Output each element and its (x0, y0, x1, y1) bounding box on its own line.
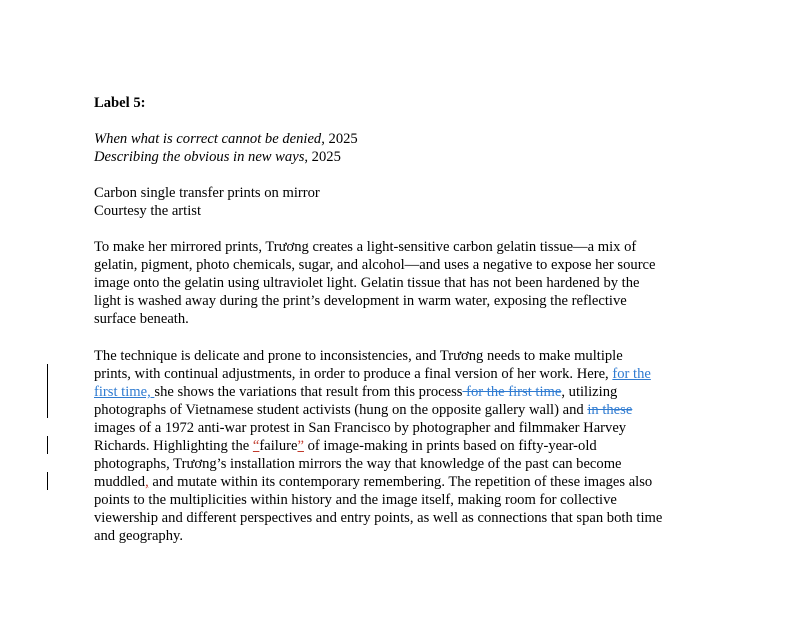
paragraph-line (94, 401, 714, 419)
paragraph-text: failure (259, 438, 298, 454)
artwork-title: Describing the obvious in new ways (94, 149, 305, 165)
paragraph-text: prints, with continual adjustments, in order to produce a final version of her work. Here, (94, 366, 613, 382)
paragraph-text: she shows the variations that result from this process (154, 384, 463, 400)
change-bar (47, 436, 48, 454)
artwork-title: When what is correct cannot be denied (94, 131, 322, 147)
paragraph-line: images of a 1972 anti-war protest in San Francisco by photographer and filmmaker Harvey (94, 420, 627, 436)
paragraph-line: viewership and different perspectives and entry points, as well as connections that span both time (94, 510, 663, 526)
tracked-insertion[interactable]: for the (612, 366, 651, 382)
change-bar (47, 472, 48, 490)
artwork-year: , 2025 (321, 131, 358, 147)
artwork-title-line (94, 130, 714, 148)
paragraph-line (94, 383, 714, 401)
artwork-title-line (94, 148, 714, 166)
paragraph-line (94, 437, 714, 455)
paragraph-line (94, 365, 714, 383)
paragraph-process (94, 238, 714, 328)
tracked-insertion[interactable]: first time, (94, 384, 155, 400)
paragraph-line: To make her mirrored prints, Trương creates a light-sensitive carbon gelatin tissue—a mix of (94, 239, 637, 255)
paragraph-text: , utilizing (561, 384, 618, 400)
paragraph-line: points to the multiplicities within history and the image itself, making room for collective (94, 492, 617, 508)
paragraph-line: gelatin, pigment, photo chemicals, sugar, and alcohol—and uses a negative to expose her source (94, 257, 656, 273)
paragraph-line: The technique is delicate and prone to inconsistencies, and Trương needs to make multiple (94, 348, 623, 364)
credit-line: Courtesy the artist (94, 203, 202, 219)
paragraph-text: muddled (94, 474, 146, 490)
artwork-titles (94, 130, 714, 166)
change-bar (47, 364, 48, 418)
medium-line: Carbon single transfer prints on mirror (94, 185, 320, 201)
label-heading: Label 5: (94, 95, 146, 111)
paragraph-text: Richards. Highlighting the (94, 438, 253, 454)
paragraph-line: and geography. (94, 528, 184, 544)
paragraph-line: light is washed away during the print’s development in warm water, exposing the reflective (94, 293, 627, 309)
medium-credit (94, 184, 714, 220)
tracked-comma[interactable]: , (145, 474, 149, 490)
artwork-year: , 2025 (304, 149, 341, 165)
tracked-deletion[interactable]: in these (587, 402, 633, 418)
paragraph-text: photographs of Vietnamese student activists (hung on the opposite gallery wall) and (94, 402, 588, 418)
paragraph-line: photographs, Trương’s installation mirrors the way that knowledge of the past can become (94, 456, 622, 472)
paragraph-line (94, 473, 714, 491)
paragraph-text: and mutate within its contemporary remembering. The repetition of these images also (148, 474, 653, 490)
paragraph-text: of image-making in prints based on fifty-year-old (303, 438, 597, 454)
paragraph-line: surface beneath. (94, 311, 189, 327)
paragraph-technique (94, 347, 714, 545)
tracked-deletion[interactable]: for the first time (462, 384, 562, 400)
tracked-quote-mark[interactable]: ” (297, 438, 304, 454)
tracked-quote-mark[interactable]: “ (252, 438, 260, 454)
paragraph-line: image onto the gelatin using ultraviolet light. Gelatin tissue that has not been hardened by the (94, 275, 640, 291)
